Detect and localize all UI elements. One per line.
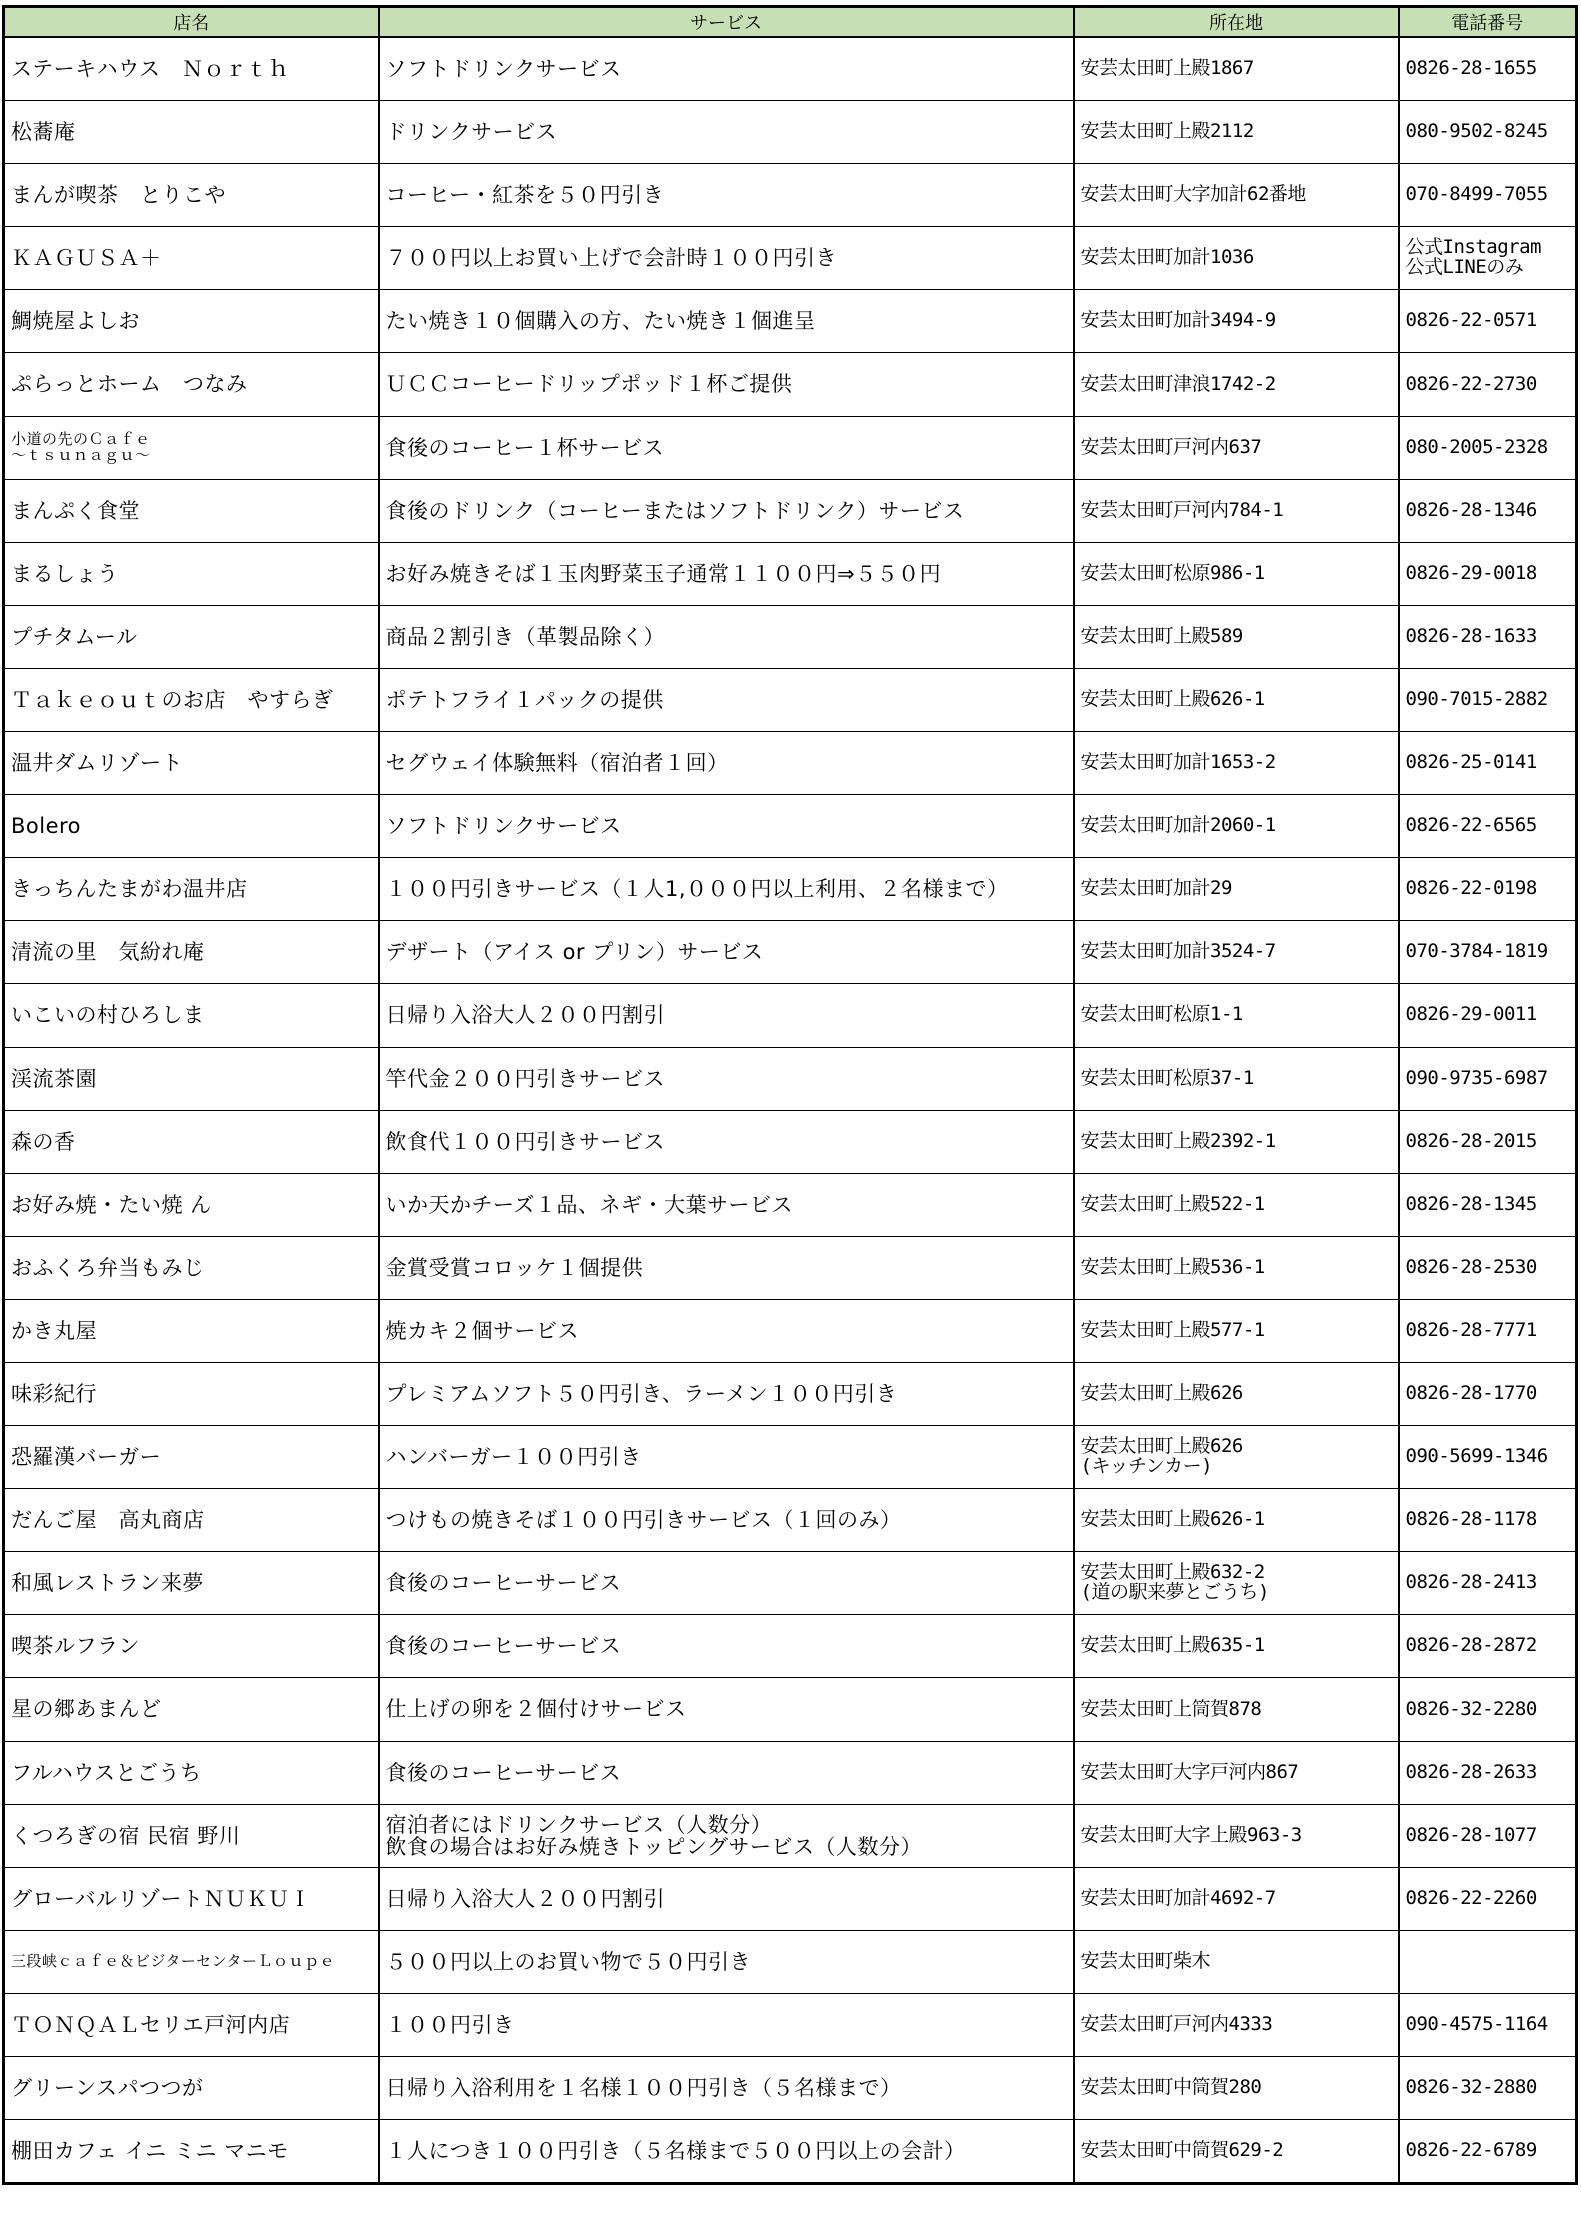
cell-service: 日帰り入浴大人２００円割引	[379, 984, 1074, 1047]
cell-service: セグウェイ体験無料（宿泊者１回）	[379, 732, 1074, 795]
cell-service: ５００円以上のお買い物で５０円引き	[379, 1930, 1074, 1993]
table-row	[4, 605, 1577, 668]
cell-shop-name: Ｔａｋｅｏｕｔのお店 やすらぎ	[4, 668, 379, 731]
cell-service: ソフトドリンクサービス	[379, 37, 1074, 101]
table-row	[4, 1615, 1577, 1678]
cell-service: 金賞受賞コロッケ１個提供	[379, 1236, 1074, 1299]
cell-shop-name: くつろぎの宿 民宿 野川	[4, 1804, 379, 1867]
cell-phone: 0826-28-2015	[1399, 1110, 1577, 1173]
cell-shop-name: だんご屋 高丸商店	[4, 1489, 379, 1552]
cell-phone: 0826-22-6565	[1399, 795, 1577, 858]
cell-shop-name: グローバルリゾートＮＵＫＵＩ	[4, 1867, 379, 1930]
cell-service: 焼カキ２個サービス	[379, 1299, 1074, 1362]
cell-service: 飲食代１００円引きサービス	[379, 1110, 1074, 1173]
cell-shop-name: プチタムール	[4, 605, 379, 668]
cell-address: 安芸太田町加計3494-9	[1074, 290, 1399, 353]
table-row	[4, 2120, 1577, 2184]
column-header-name: 店名	[4, 7, 379, 38]
table-row	[4, 2057, 1577, 2120]
cell-shop-name: 喫茶ルフラン	[4, 1615, 379, 1678]
table-row	[4, 227, 1577, 290]
table-row	[4, 858, 1577, 921]
cell-service: お好み焼きそば１玉肉野菜玉子通常１１００円⇒５５０円	[379, 542, 1074, 605]
cell-phone: 0826-32-2280	[1399, 1678, 1577, 1741]
cell-service: １人につき１００円引き（５名様まで５００円以上の会計）	[379, 2120, 1074, 2184]
cell-service: たい焼き１０個購入の方、たい焼き１個進呈	[379, 290, 1074, 353]
cell-service: コーヒー・紅茶を５０円引き	[379, 164, 1074, 227]
cell-shop-name: まるしょう	[4, 542, 379, 605]
cell-address: 安芸太田町上筒賀878	[1074, 1678, 1399, 1741]
cell-service: ポテトフライ１パックの提供	[379, 668, 1074, 731]
cell-service: 竿代金２００円引きサービス	[379, 1047, 1074, 1110]
cell-phone: 090-9735-6987	[1399, 1047, 1577, 1110]
table-row	[4, 37, 1577, 101]
cell-service: つけもの焼きそば１００円引きサービス（１回のみ）	[379, 1489, 1074, 1552]
table-row	[4, 1299, 1577, 1362]
cell-phone: 0826-29-0011	[1399, 984, 1577, 1047]
cell-phone: 0826-22-2730	[1399, 353, 1577, 416]
cell-service: プレミアムソフト５０円引き、ラーメン１００円引き	[379, 1362, 1074, 1425]
column-header-address: 所在地	[1074, 7, 1399, 38]
table-row	[4, 732, 1577, 795]
cell-address: 安芸太田町上殿635-1	[1074, 1615, 1399, 1678]
cell-address: 安芸太田町加計4692-7	[1074, 1867, 1399, 1930]
cell-shop-name: 鯛焼屋よしお	[4, 290, 379, 353]
table-row	[4, 479, 1577, 542]
cell-shop-name: いこいの村ひろしま	[4, 984, 379, 1047]
cell-address: 安芸太田町加計2060-1	[1074, 795, 1399, 858]
cell-address: 安芸太田町上殿626-1	[1074, 668, 1399, 731]
cell-phone	[1399, 1930, 1577, 1993]
cell-address: 安芸太田町加計1036	[1074, 227, 1399, 290]
cell-service: ソフトドリンクサービス	[379, 795, 1074, 858]
table-row	[4, 1236, 1577, 1299]
cell-phone: 0826-28-1077	[1399, 1804, 1577, 1867]
cell-shop-name: 森の香	[4, 1110, 379, 1173]
cell-shop-name: 温井ダムリゾート	[4, 732, 379, 795]
cell-address: 安芸太田町中筒賀629-2	[1074, 2120, 1399, 2184]
cell-phone: 0826-28-2872	[1399, 1615, 1577, 1678]
cell-service: ＵＣＣコーヒードリップポッド１杯ご提供	[379, 353, 1074, 416]
table-row	[4, 1362, 1577, 1425]
cell-address: 安芸太田町上殿2392-1	[1074, 1110, 1399, 1173]
cell-shop-name: ステーキハウス Ｎｏｒｔｈ	[4, 37, 379, 101]
cell-address: 安芸太田町上殿626 (キッチンカー)	[1074, 1426, 1399, 1489]
cell-service: 食後のコーヒーサービス	[379, 1615, 1074, 1678]
cell-phone: 090-5699-1346	[1399, 1426, 1577, 1489]
cell-shop-name: ＴＯＮＱＡＬセリエ戸河内店	[4, 1993, 379, 2056]
cell-address: 安芸太田町上殿2112	[1074, 101, 1399, 164]
cell-address: 安芸太田町松原1-1	[1074, 984, 1399, 1047]
cell-shop-name: かき丸屋	[4, 1299, 379, 1362]
table-row	[4, 921, 1577, 984]
table-row	[4, 1678, 1577, 1741]
table-row	[4, 542, 1577, 605]
table-row	[4, 1552, 1577, 1615]
cell-phone: 0826-28-1346	[1399, 479, 1577, 542]
column-header-phone: 電話番号	[1399, 7, 1577, 38]
table-body	[4, 37, 1577, 2184]
table-row	[4, 1047, 1577, 1110]
table-row	[4, 164, 1577, 227]
table-row	[4, 1489, 1577, 1552]
cell-phone: 070-3784-1819	[1399, 921, 1577, 984]
cell-phone: 080-9502-8245	[1399, 101, 1577, 164]
table-row	[4, 1993, 1577, 2056]
cell-phone: 0826-29-0018	[1399, 542, 1577, 605]
table-row	[4, 984, 1577, 1047]
cell-address: 安芸太田町上殿1867	[1074, 37, 1399, 101]
cell-service: 食後のドリンク（コーヒーまたはソフトドリンク）サービス	[379, 479, 1074, 542]
table-row	[4, 1930, 1577, 1993]
cell-shop-name: まんが喫茶 とりこや	[4, 164, 379, 227]
cell-service: ７００円以上お買い上げで会計時１００円引き	[379, 227, 1074, 290]
cell-phone: 0826-22-6789	[1399, 2120, 1577, 2184]
cell-address: 安芸太田町大字加計62番地	[1074, 164, 1399, 227]
shop-table	[2, 5, 1578, 2185]
cell-shop-name: フルハウスとごうち	[4, 1741, 379, 1804]
cell-phone: 070-8499-7055	[1399, 164, 1577, 227]
cell-service: 食後のコーヒーサービス	[379, 1552, 1074, 1615]
cell-service: 日帰り入浴利用を１名様１００円引き（５名様まで）	[379, 2057, 1074, 2120]
cell-address: 安芸太田町加計3524-7	[1074, 921, 1399, 984]
cell-address: 安芸太田町戸河内784-1	[1074, 479, 1399, 542]
cell-phone: 0826-28-1655	[1399, 37, 1577, 101]
cell-shop-name: 恐羅漢バーガー	[4, 1426, 379, 1489]
cell-address: 安芸太田町上殿536-1	[1074, 1236, 1399, 1299]
cell-shop-name: 小道の先のＣａｆｅ ～ｔｓｕｎａｇｕ～	[4, 416, 379, 479]
cell-shop-name: 渓流茶園	[4, 1047, 379, 1110]
cell-address: 安芸太田町上殿577-1	[1074, 1299, 1399, 1362]
cell-service: １００円引きサービス（１人1,０００円以上利用、２名様まで）	[379, 858, 1074, 921]
cell-address: 安芸太田町柴木	[1074, 1930, 1399, 1993]
cell-phone: 0826-28-1345	[1399, 1173, 1577, 1236]
cell-service: いか天かチーズ１品、ネギ・大葉サービス	[379, 1173, 1074, 1236]
cell-phone: 090-4575-1164	[1399, 1993, 1577, 2056]
cell-shop-name: 星の郷あまんど	[4, 1678, 379, 1741]
cell-phone: 0826-22-0571	[1399, 290, 1577, 353]
table-row	[4, 1173, 1577, 1236]
cell-address: 安芸太田町戸河内4333	[1074, 1993, 1399, 2056]
cell-address: 安芸太田町戸河内637	[1074, 416, 1399, 479]
table-row	[4, 795, 1577, 858]
cell-phone: 0826-32-2880	[1399, 2057, 1577, 2120]
cell-address: 安芸太田町松原37-1	[1074, 1047, 1399, 1110]
column-header-service: サービス	[379, 7, 1074, 38]
cell-shop-name: お好み焼・たい焼 ん	[4, 1173, 379, 1236]
cell-shop-name: グリーンスパつつが	[4, 2057, 379, 2120]
cell-address: 安芸太田町津浪1742-2	[1074, 353, 1399, 416]
table-row	[4, 416, 1577, 479]
cell-address: 安芸太田町上殿632-2 (道の駅来夢とごうち)	[1074, 1552, 1399, 1615]
cell-shop-name: ぷらっとホーム つなみ	[4, 353, 379, 416]
cell-shop-name: 三段峡ｃａｆｅ＆ビジターセンターＬｏｕｐｅ	[4, 1930, 379, 1993]
cell-shop-name: きっちんたまがわ温井店	[4, 858, 379, 921]
cell-shop-name: 松蕎庵	[4, 101, 379, 164]
cell-shop-name: おふくろ弁当もみじ	[4, 1236, 379, 1299]
cell-phone: 0826-28-1633	[1399, 605, 1577, 668]
cell-phone: 090-7015-2882	[1399, 668, 1577, 731]
cell-phone: 公式Instagram 公式LINEのみ	[1399, 227, 1577, 290]
cell-address: 安芸太田町上殿626	[1074, 1362, 1399, 1425]
header-row	[4, 7, 1577, 38]
cell-phone: 0826-28-2413	[1399, 1552, 1577, 1615]
cell-service: 食後のコーヒー１杯サービス	[379, 416, 1074, 479]
cell-service: １００円引き	[379, 1993, 1074, 2056]
table-row	[4, 1426, 1577, 1489]
cell-service: 宿泊者にはドリンクサービス（人数分） 飲食の場合はお好み焼きトッピングサービス（人数分）	[379, 1804, 1074, 1867]
cell-phone: 0826-28-1770	[1399, 1362, 1577, 1425]
cell-phone: 0826-28-2530	[1399, 1236, 1577, 1299]
cell-shop-name: 和風レストラン来夢	[4, 1552, 379, 1615]
cell-phone: 0826-28-2633	[1399, 1741, 1577, 1804]
cell-address: 安芸太田町大字戸河内867	[1074, 1741, 1399, 1804]
cell-address: 安芸太田町大字上殿963-3	[1074, 1804, 1399, 1867]
cell-phone: 0826-28-1178	[1399, 1489, 1577, 1552]
cell-address: 安芸太田町上殿589	[1074, 605, 1399, 668]
cell-address: 安芸太田町中筒賀280	[1074, 2057, 1399, 2120]
table-row	[4, 1741, 1577, 1804]
cell-address: 安芸太田町上殿626-1	[1074, 1489, 1399, 1552]
table-header	[4, 7, 1577, 38]
table-row	[4, 101, 1577, 164]
cell-shop-name: まんぷく食堂	[4, 479, 379, 542]
table-row	[4, 1110, 1577, 1173]
cell-shop-name: 清流の里 気紛れ庵	[4, 921, 379, 984]
table-row	[4, 290, 1577, 353]
cell-service: 日帰り入浴大人２００円割引	[379, 1867, 1074, 1930]
cell-address: 安芸太田町松原986-1	[1074, 542, 1399, 605]
cell-shop-name: 味彩紀行	[4, 1362, 379, 1425]
table-row	[4, 353, 1577, 416]
cell-phone: 0826-25-0141	[1399, 732, 1577, 795]
cell-service: 食後のコーヒーサービス	[379, 1741, 1074, 1804]
table-row	[4, 1867, 1577, 1930]
cell-service: ドリンクサービス	[379, 101, 1074, 164]
cell-service: ハンバーガー１００円引き	[379, 1426, 1074, 1489]
cell-shop-name: ＫＡＧＵＳＡ＋	[4, 227, 379, 290]
cell-phone: 0826-28-7771	[1399, 1299, 1577, 1362]
cell-phone: 080-2005-2328	[1399, 416, 1577, 479]
cell-phone: 0826-22-2260	[1399, 1867, 1577, 1930]
cell-address: 安芸太田町加計1653-2	[1074, 732, 1399, 795]
cell-phone: 0826-22-0198	[1399, 858, 1577, 921]
cell-shop-name: 棚田カフェ イニ ミニ マニモ	[4, 2120, 379, 2184]
cell-service: デザート（アイス or プリン）サービス	[379, 921, 1074, 984]
table-row	[4, 1804, 1577, 1867]
table-row	[4, 668, 1577, 731]
cell-shop-name: Bolero	[4, 795, 379, 858]
cell-service: 仕上げの卵を２個付けサービス	[379, 1678, 1074, 1741]
cell-service: 商品２割引き（革製品除く）	[379, 605, 1074, 668]
cell-address: 安芸太田町上殿522-1	[1074, 1173, 1399, 1236]
cell-address: 安芸太田町加計29	[1074, 858, 1399, 921]
